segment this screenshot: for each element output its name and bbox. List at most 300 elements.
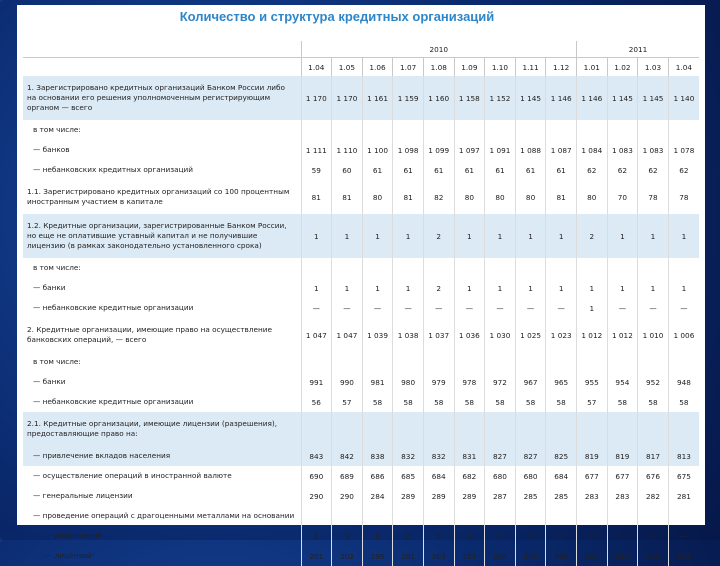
table-cell: —	[332, 298, 363, 318]
table-cell	[515, 506, 546, 526]
table-row	[23, 466, 699, 486]
table-cell: 1 047	[332, 318, 363, 352]
table-cell: —	[485, 526, 516, 546]
table-cell: 1	[332, 278, 363, 298]
table-cell: 676	[638, 466, 669, 486]
table-cell: 1 023	[546, 318, 577, 352]
table-row	[23, 392, 699, 412]
table-row	[23, 140, 699, 160]
table-cell: 61	[515, 160, 546, 180]
row-label: 1.1. Зарегистрировано кредитных организаций со 100 процентным иностранным участием в капитале	[27, 187, 290, 206]
table-cell	[576, 352, 607, 372]
table-cell: 1	[638, 214, 669, 258]
date-header: 1.01	[576, 58, 607, 77]
date-header: 1.07	[393, 58, 424, 77]
table-cell: 819	[607, 446, 638, 466]
table-cell	[515, 412, 546, 446]
table-cell: 290	[301, 486, 332, 506]
table-cell: 62	[638, 160, 669, 180]
table-cell: 689	[332, 466, 363, 486]
table-cell: 202	[332, 546, 363, 566]
table-cell: 58	[423, 392, 454, 412]
years-header-row	[23, 41, 699, 58]
table-cell: 819	[576, 446, 607, 466]
table-cell: 1 037	[423, 318, 454, 352]
table-cell	[668, 258, 699, 278]
table-cell: 289	[423, 486, 454, 506]
table-row	[23, 486, 699, 506]
table-cell: 1 152	[485, 76, 516, 120]
date-header: 1.08	[423, 58, 454, 77]
table-cell: 1 100	[362, 140, 393, 160]
table-cell: 56	[301, 392, 332, 412]
table-row	[23, 120, 699, 140]
table-cell: 60	[332, 160, 363, 180]
table-cell	[485, 120, 516, 140]
table-cell: 1 145	[638, 76, 669, 120]
table-cell: —	[515, 298, 546, 318]
table-row	[23, 278, 699, 298]
row-label: в том числе:	[33, 125, 81, 134]
table-cell: —	[515, 526, 546, 546]
date-header: 1.06	[362, 58, 393, 77]
table-cell: 1	[515, 278, 546, 298]
table-body	[23, 76, 699, 566]
table-cell: 1 088	[515, 140, 546, 160]
table-cell: 61	[393, 160, 424, 180]
table-cell: 1	[454, 214, 485, 258]
table-row	[23, 446, 699, 466]
row-label: в том числе:	[33, 263, 81, 272]
table-cell: 677	[607, 466, 638, 486]
table-cell: 1	[301, 214, 332, 258]
table-cell: 199	[362, 546, 393, 566]
table-cell	[638, 506, 669, 526]
table-row	[23, 372, 699, 392]
table-cell	[362, 352, 393, 372]
table-cell: 680	[515, 466, 546, 486]
table-cell: 203	[454, 546, 485, 566]
row-label: — привлечение вкладов населения	[23, 446, 301, 466]
table-cell: 680	[485, 466, 516, 486]
table-cell: 285	[515, 486, 546, 506]
table-cell: 813	[668, 446, 699, 466]
table-cell: 62	[576, 160, 607, 180]
table-cell	[454, 120, 485, 140]
dates-header-row	[23, 58, 699, 77]
table-cell: 289	[393, 486, 424, 506]
table-cell: 1 012	[576, 318, 607, 352]
table-cell	[454, 412, 485, 446]
table-cell: 283	[607, 486, 638, 506]
date-header: 1.04	[668, 58, 699, 77]
table-cell: 1 078	[668, 140, 699, 160]
table-cell: 1 030	[485, 318, 516, 352]
row-label: — банков	[33, 145, 70, 154]
table-cell	[301, 506, 332, 526]
table-cell: 58	[454, 392, 485, 412]
table-cell: 843	[301, 446, 332, 466]
table-cell: 81	[393, 180, 424, 214]
table-cell	[454, 352, 485, 372]
table-cell	[332, 352, 363, 372]
table-cell	[607, 352, 638, 372]
table-cell: 290	[332, 486, 363, 506]
table-cell: 1 012	[607, 318, 638, 352]
row-label: — генеральные лицензии	[33, 491, 133, 500]
table-cell: 282	[638, 486, 669, 506]
table-cell: 2	[423, 214, 454, 258]
table-cell	[576, 412, 607, 446]
row-label: — разрешений	[45, 531, 103, 540]
table-cell	[454, 506, 485, 526]
table-cell	[576, 120, 607, 140]
table-cell	[607, 506, 638, 526]
table-cell: 832	[423, 446, 454, 466]
table-cell	[638, 412, 669, 446]
year-header: 2011	[576, 41, 699, 58]
table-row	[23, 76, 699, 120]
table-cell: 1 159	[393, 76, 424, 120]
table-cell: —	[485, 298, 516, 318]
table-cell: 1 038	[393, 318, 424, 352]
date-header: 1.09	[454, 58, 485, 77]
table-cell	[607, 120, 638, 140]
date-header: 1.05	[332, 58, 363, 77]
table-row	[23, 352, 699, 372]
table-cell: 1	[332, 214, 363, 258]
table-cell: 1	[454, 278, 485, 298]
row-label: — лицензий¹	[45, 551, 95, 560]
table-cell: 2	[332, 526, 363, 546]
year-header: 2010	[301, 41, 576, 58]
table-cell	[423, 506, 454, 526]
table-cell: 62	[668, 160, 699, 180]
table-cell: 1 170	[301, 76, 332, 120]
table-cell: 210	[638, 546, 669, 566]
table-cell	[668, 352, 699, 372]
table-cell	[362, 120, 393, 140]
table-cell: 1 097	[454, 140, 485, 160]
table-cell: 1	[576, 278, 607, 298]
table-cell: 1 146	[546, 76, 577, 120]
table-cell: 81	[546, 180, 577, 214]
table-cell	[332, 412, 363, 446]
table-cell: 57	[576, 392, 607, 412]
table-cell: —	[393, 298, 424, 318]
table-cell: 1	[546, 278, 577, 298]
table-cell: 1 047	[301, 318, 332, 352]
table-cell: 81	[301, 180, 332, 214]
table-cell	[423, 258, 454, 278]
table-cell: 842	[332, 446, 363, 466]
table-cell: 978	[454, 372, 485, 392]
table-cell: 684	[546, 466, 577, 486]
table-cell	[301, 120, 332, 140]
table-cell	[423, 412, 454, 446]
table-cell: 686	[362, 466, 393, 486]
table-cell	[546, 412, 577, 446]
table-cell: 1	[607, 278, 638, 298]
table-row	[23, 318, 699, 352]
table-cell: 1 098	[393, 140, 424, 160]
table-cell: 289	[454, 486, 485, 506]
table-cell: 81	[332, 180, 363, 214]
table-cell	[668, 120, 699, 140]
table-cell: —	[607, 298, 638, 318]
table-cell: 80	[362, 180, 393, 214]
header-corner-dates	[23, 58, 301, 77]
table-cell	[638, 258, 669, 278]
table-cell: 59	[301, 160, 332, 180]
table-cell: 206	[485, 546, 516, 566]
table-row	[23, 180, 699, 214]
date-header: 1.02	[607, 58, 638, 77]
table-cell	[576, 258, 607, 278]
table-cell: 205	[576, 546, 607, 566]
table-cell	[576, 506, 607, 526]
table-cell	[515, 120, 546, 140]
table-cell: —	[546, 298, 577, 318]
table-cell	[485, 412, 516, 446]
table-cell: 1 084	[576, 140, 607, 160]
table-cell: 955	[576, 372, 607, 392]
table-cell: 58	[393, 392, 424, 412]
table-cell: 1	[362, 214, 393, 258]
table-cell: 979	[423, 372, 454, 392]
table-cell: 1 146	[576, 76, 607, 120]
table-cell: 58	[638, 392, 669, 412]
table-cell	[638, 352, 669, 372]
row-label: — банки	[33, 377, 66, 386]
table-cell: 206	[546, 546, 577, 566]
table-cell: —	[423, 298, 454, 318]
table-cell	[301, 258, 332, 278]
table-cell	[546, 506, 577, 526]
table-cell	[393, 258, 424, 278]
row-label: — осуществление операций в иностранной валюте	[33, 471, 232, 480]
table-cell: 1	[576, 298, 607, 318]
table-cell: 201	[301, 546, 332, 566]
row-label: в том числе:	[33, 357, 81, 366]
table-cell: 2	[576, 214, 607, 258]
table-cell: 1 025	[515, 318, 546, 352]
table-cell: 832	[393, 446, 424, 466]
table-cell	[485, 352, 516, 372]
table-cell: 58	[515, 392, 546, 412]
row-label: — небанковских кредитных организаций	[33, 165, 194, 174]
table-cell: 285	[546, 486, 577, 506]
table-cell: —	[576, 526, 607, 546]
table-cell: 1 158	[454, 76, 485, 120]
table-cell: 1	[515, 214, 546, 258]
table-cell	[454, 258, 485, 278]
table-cell: 690	[301, 466, 332, 486]
table-cell	[423, 120, 454, 140]
table-cell: 1	[301, 278, 332, 298]
table-cell: 990	[332, 372, 363, 392]
table-row	[23, 214, 699, 258]
table-cell: 817	[638, 446, 669, 466]
table-cell: 1	[638, 278, 669, 298]
table-cell: 2	[423, 526, 454, 546]
table-cell: 2	[301, 526, 332, 546]
table-cell: 981	[362, 372, 393, 392]
table-cell	[332, 258, 363, 278]
table-cell: 61	[423, 160, 454, 180]
table-cell	[668, 506, 699, 526]
row-label: — небанковские кредитные организации	[33, 303, 194, 312]
table-cell: 684	[423, 466, 454, 486]
table-cell	[393, 412, 424, 446]
table-cell: —	[607, 526, 638, 546]
table-cell	[423, 352, 454, 372]
table-cell: 201	[393, 546, 424, 566]
table-cell: 1	[362, 278, 393, 298]
row-label: — небанковские кредитные организации	[33, 397, 194, 406]
table-cell: 203	[423, 546, 454, 566]
table-cell: 1 145	[607, 76, 638, 120]
table-cell: 682	[454, 466, 485, 486]
table-row	[23, 546, 699, 566]
table-cell: 1	[393, 214, 424, 258]
table-cell: 675	[668, 466, 699, 486]
table-row	[23, 258, 699, 278]
header-corner	[23, 41, 301, 58]
table-cell: 1 110	[332, 140, 363, 160]
table-cell	[393, 120, 424, 140]
table-cell: 677	[576, 466, 607, 486]
table-cell: —	[668, 298, 699, 318]
table-cell: —	[362, 298, 393, 318]
date-header: 1.03	[638, 58, 669, 77]
table-cell: 209	[668, 546, 699, 566]
table-cell: 287	[485, 486, 516, 506]
table-cell: 952	[638, 372, 669, 392]
table-cell: 838	[362, 446, 393, 466]
table-cell	[362, 506, 393, 526]
table-cell: 61	[485, 160, 516, 180]
table-cell: 827	[485, 446, 516, 466]
table-row	[23, 160, 699, 180]
table-cell	[668, 412, 699, 446]
table-cell: 2	[362, 526, 393, 546]
date-header: 1.04	[301, 58, 332, 77]
slide-title: Количество и структура кредитных организаций	[179, 9, 495, 24]
table-cell: —	[668, 526, 699, 546]
table-cell	[485, 506, 516, 526]
table-cell: 2	[454, 526, 485, 546]
table-cell: 281	[668, 486, 699, 506]
row-label: — банки	[33, 283, 66, 292]
table-cell: 980	[393, 372, 424, 392]
date-header: 1.10	[485, 58, 516, 77]
row-label: — проведение операций с драгоценными металлами на основании	[33, 511, 295, 520]
table-cell: 948	[668, 372, 699, 392]
table-cell: 57	[332, 392, 363, 412]
row-label: 1. Зарегистрировано кредитных организаций Банком России либо на основании его решения уполномоченным регистрирующим органом — всего	[23, 76, 301, 120]
table-cell: 1	[393, 278, 424, 298]
slide	[17, 5, 705, 561]
table-row	[23, 298, 699, 318]
table-cell: 61	[546, 160, 577, 180]
table-cell: —	[301, 298, 332, 318]
table-cell: 78	[668, 180, 699, 214]
table-cell: 825	[546, 446, 577, 466]
table-cell	[332, 120, 363, 140]
table-cell: 1 140	[668, 76, 699, 120]
table-cell: 2	[423, 278, 454, 298]
table-cell	[546, 120, 577, 140]
table-cell: 210	[607, 546, 638, 566]
date-header: 1.11	[515, 58, 546, 77]
table-cell: 80	[454, 180, 485, 214]
table-cell: 61	[362, 160, 393, 180]
table-cell: 1 161	[362, 76, 393, 120]
table-cell: —	[454, 298, 485, 318]
table-cell: —	[638, 526, 669, 546]
table-cell: 1 091	[485, 140, 516, 160]
table-cell: 1	[607, 214, 638, 258]
table-row	[23, 526, 699, 546]
table-cell: 972	[485, 372, 516, 392]
table-cell: 1 083	[638, 140, 669, 160]
table-row	[23, 412, 699, 446]
table-cell: 1 111	[301, 140, 332, 160]
table-cell	[393, 352, 424, 372]
table-cell: 80	[485, 180, 516, 214]
table-cell: 1 039	[362, 318, 393, 352]
date-header: 1.12	[546, 58, 577, 77]
table-cell: 965	[546, 372, 577, 392]
table-cell: 1 087	[546, 140, 577, 160]
table-cell: 283	[576, 486, 607, 506]
table-cell	[362, 412, 393, 446]
table-cell: 58	[546, 392, 577, 412]
table-cell	[332, 506, 363, 526]
table-cell: —	[546, 526, 577, 546]
credit-organizations-table	[23, 41, 699, 566]
table-cell	[638, 120, 669, 140]
table-cell: 78	[638, 180, 669, 214]
row-label: 2.1. Кредитные организации, имеющие лицензии (разрешения), предоставляющие право на:	[23, 412, 301, 446]
table-cell	[393, 506, 424, 526]
table-cell: 1	[485, 278, 516, 298]
table-cell: 685	[393, 466, 424, 486]
table-cell: 70	[607, 180, 638, 214]
table-cell: 1 036	[454, 318, 485, 352]
table-cell	[546, 352, 577, 372]
table-cell: 1	[485, 214, 516, 258]
table-cell: 827	[515, 446, 546, 466]
table-cell: 1 006	[668, 318, 699, 352]
table-cell: 967	[515, 372, 546, 392]
table-cell: 1 099	[423, 140, 454, 160]
table-cell	[362, 258, 393, 278]
table-cell	[607, 412, 638, 446]
table-cell: 82	[423, 180, 454, 214]
table-cell	[301, 352, 332, 372]
table-cell: 1 145	[515, 76, 546, 120]
table-cell: 954	[607, 372, 638, 392]
table-cell: 58	[607, 392, 638, 412]
table-cell	[485, 258, 516, 278]
table-cell	[515, 352, 546, 372]
table-cell	[546, 258, 577, 278]
table-cell: 1 010	[638, 318, 669, 352]
table-cell	[301, 412, 332, 446]
table-cell: 1 083	[607, 140, 638, 160]
